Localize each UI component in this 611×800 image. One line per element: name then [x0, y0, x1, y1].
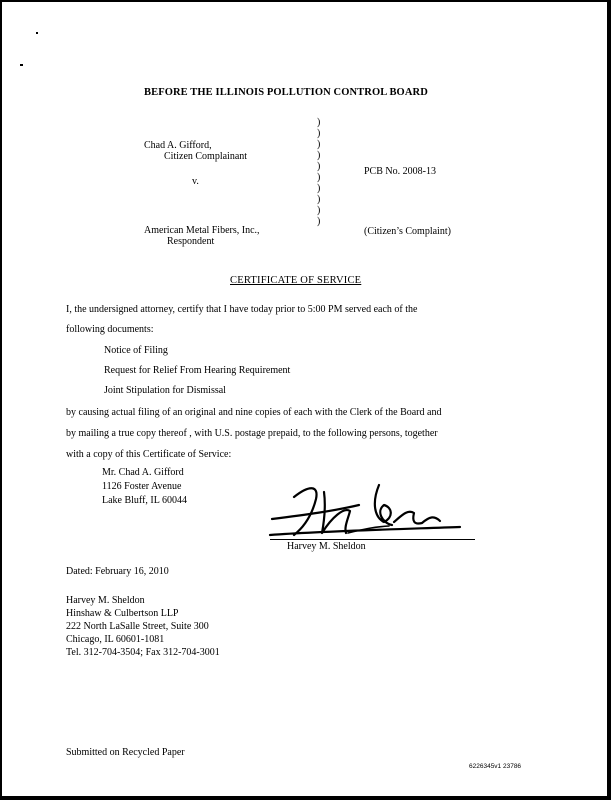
board-title: BEFORE THE ILLINOIS POLLUTION CONTROL BOARD: [144, 87, 428, 98]
paren-mark: ): [317, 161, 321, 172]
paren-mark: ): [317, 172, 321, 183]
service-line: by mailing a true copy thereof , with U.S. postage prepaid, to the following persons, together: [66, 428, 438, 439]
paren-mark: ): [317, 205, 321, 216]
respondent-name: American Metal Fibers, Inc.,: [144, 225, 260, 236]
attorney-phone-fax: Tel. 312-704-3504; Fax 312-704-3001: [66, 647, 220, 658]
complainant-name: Chad A. Gifford,: [144, 140, 212, 151]
paren-mark: ): [317, 194, 321, 205]
paren-mark: ): [317, 150, 321, 161]
footer-recycled-note: Submitted on Recycled Paper: [66, 747, 185, 758]
attorney-city: Chicago, IL 60601-1081: [66, 634, 165, 645]
caption-paren-column: [317, 117, 320, 227]
served-document-item: Joint Stipulation for Dismissal: [104, 385, 226, 396]
intro-line: I, the undersigned attorney, certify that I have today prior to 5:00 PM served each of the: [66, 304, 418, 315]
scan-speck: [36, 32, 38, 34]
paren-mark: ): [317, 117, 321, 128]
served-document-item: Request for Relief From Hearing Requirement: [104, 365, 291, 376]
recipient-city: Lake Bluff, IL 60044: [102, 495, 187, 506]
complainant-role: Citizen Complainant: [164, 151, 248, 162]
attorney-firm: Hinshaw & Culbertson LLP: [66, 608, 179, 619]
attorney-street: 222 North LaSalle Street, Suite 300: [66, 621, 209, 632]
scan-speck: [20, 64, 23, 66]
recipient-street: 1126 Foster Avenue: [102, 481, 182, 492]
paren-mark: ): [317, 183, 321, 194]
attorney-name: Harvey M. Sheldon: [66, 595, 145, 606]
paren-mark: ): [317, 128, 321, 139]
service-line: with a copy of this Certificate of Service:: [66, 449, 232, 460]
case-type: (Citizen’s Complaint): [364, 226, 451, 237]
document-id: 6226345v1 23786: [469, 763, 522, 770]
signer-name: Harvey M. Sheldon: [287, 541, 366, 552]
dated-line: Dated: February 16, 2010: [66, 566, 169, 577]
document-sheet: [2, 2, 607, 796]
paren-mark: ): [317, 139, 321, 150]
respondent-role: Respondent: [167, 236, 215, 247]
intro-line: following documents:: [66, 324, 154, 335]
paren-mark: ): [317, 216, 321, 227]
recipient-name: Mr. Chad A. Gifford: [102, 467, 184, 478]
service-line: by causing actual filing of an original and nine copies of each with the Clerk of the Board and: [66, 407, 442, 418]
signature-line: [270, 539, 475, 540]
case-number: PCB No. 2008-13: [364, 166, 436, 177]
versus-label: v.: [192, 176, 199, 187]
served-document-item: Notice of Filing: [104, 345, 168, 356]
certificate-title: CERTIFICATE OF SERVICE: [230, 275, 362, 286]
